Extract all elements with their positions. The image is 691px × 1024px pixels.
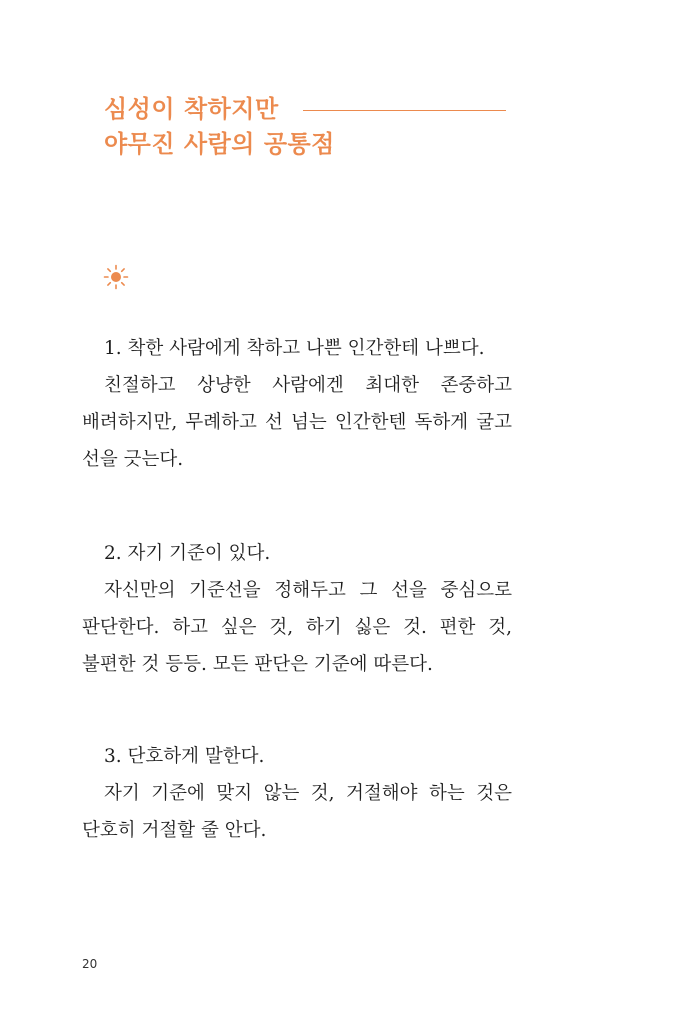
section-heading: 1. 착한 사람에게 착하고 나쁜 인간한테 나쁘다. <box>104 338 485 359</box>
chapter-title-line-2: 야무진 사람의 공통점 <box>104 130 335 158</box>
section-heading: 3. 단호하게 말한다. <box>104 746 265 767</box>
section-2 <box>82 535 512 683</box>
chapter-title <box>104 92 335 162</box>
section-3 <box>82 738 512 849</box>
section-body: 자신만의 기준선을 정해두고 그 선을 중심으로 판단한다. 하고 싶은 것, 하기 싫은 것. 편한 것, 불편한 것 등등. 모든 판단은 기준에 따른다. <box>82 580 512 675</box>
section-heading: 2. 자기 기준이 있다. <box>104 543 271 564</box>
section-body: 자기 기준에 맞지 않는 것, 거절해야 하는 것은 단호히 거절할 줄 안다. <box>82 783 512 841</box>
section-body: 친절하고 상냥한 사람에겐 최대한 존중하고 배려하지만, 무례하고 선 넘는 인간한텐 독하게 굴고 선을 긋는다. <box>82 375 512 470</box>
section-1 <box>82 330 512 478</box>
page-number: 20 <box>82 957 98 971</box>
title-divider <box>303 110 506 111</box>
sun-icon <box>103 264 129 290</box>
chapter-title-line-1: 심성이 착하지만 <box>104 95 279 123</box>
